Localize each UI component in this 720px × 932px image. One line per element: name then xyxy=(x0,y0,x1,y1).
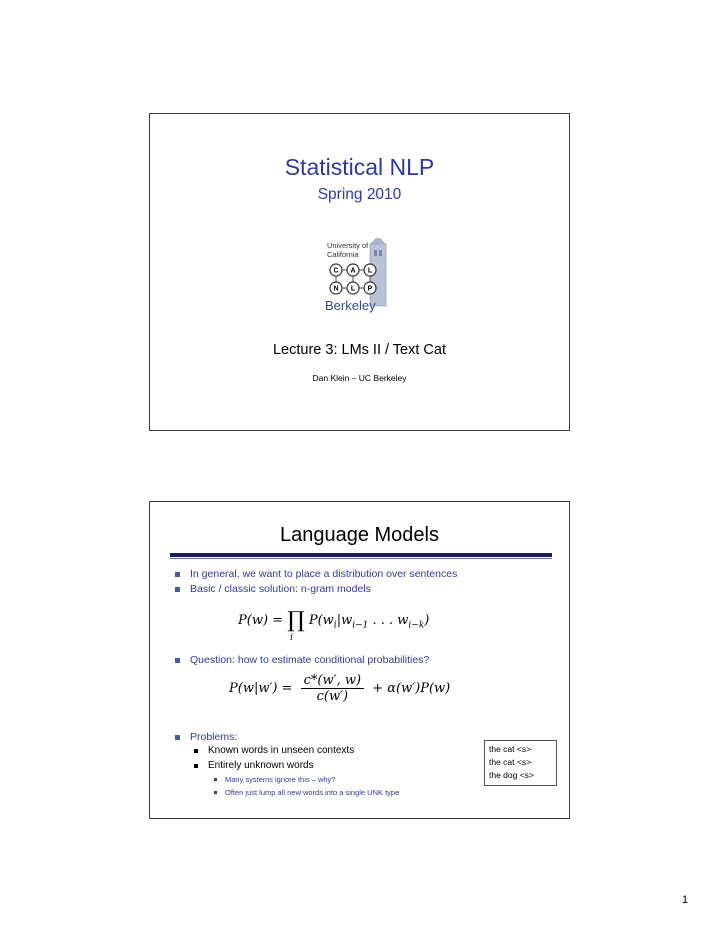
title-rule-thin xyxy=(170,558,552,559)
bullet-ngram: Basic / classic solution: n-gram models xyxy=(190,583,371,595)
logo-line1: University of xyxy=(327,241,369,250)
bullet-question: Question: how to estimate conditional probabilities? xyxy=(190,654,430,666)
language-models-slide xyxy=(149,501,570,819)
equation-backoff: P(w|w′) = $\frac{c*(w', w)}{c(w')}$ + α(w′)P(w) xyxy=(229,673,451,704)
title-slide xyxy=(149,113,570,431)
lecture-title: Lecture 3: LMs II / Text Cat xyxy=(272,342,446,358)
author-line: Dan Klein – UC Berkeley xyxy=(312,373,407,383)
cal-nlp-berkeley-logo-icon xyxy=(323,238,403,316)
slide-title: Statistical NLP xyxy=(284,154,435,180)
logo-letter-n: N xyxy=(333,285,339,293)
page-number: 1 xyxy=(682,894,689,906)
title-rule xyxy=(170,553,552,557)
sub-sub-bullet-unk: Often just lump all new words into a single UNK type xyxy=(225,788,400,797)
logo-wordmark: Berkeley xyxy=(325,298,376,313)
example-line: the cat <s> xyxy=(489,757,532,767)
bullet-problems: Problems: xyxy=(190,731,238,743)
equation-ngram: P(w) = ∏ $P(w_i|w_{i-1}$ . . . $w_{i-k}$) xyxy=(238,608,430,633)
sub-sub-bullet-ignore: Many systems ignore this – why? xyxy=(225,775,336,784)
example-line: the cat <s> xyxy=(489,744,532,754)
logo-letter-a: A xyxy=(350,267,356,275)
slide-subtitle: Spring 2010 xyxy=(317,186,402,203)
example-line: the dog <s> xyxy=(489,770,534,780)
equation-fraction: $\frac{c*(w', w)}{c(w')}$ xyxy=(301,673,364,704)
equation-product-index: i xyxy=(290,633,293,643)
example-sentences-box xyxy=(484,740,557,786)
logo-letter-c: C xyxy=(333,267,339,275)
logo-letter-l2: L xyxy=(350,285,356,293)
slide-title: Language Models xyxy=(279,524,439,546)
logo-letter-l: L xyxy=(367,267,373,275)
sub-bullet-unknown-words: Entirely unknown words xyxy=(208,760,314,771)
logo-line2: California xyxy=(327,250,359,259)
logo-letter-p: P xyxy=(367,285,373,293)
sub-bullet-known-words: Known words in unseen contexts xyxy=(208,745,355,756)
bullet-distribution: In general, we want to place a distribution over sentences xyxy=(190,568,458,580)
